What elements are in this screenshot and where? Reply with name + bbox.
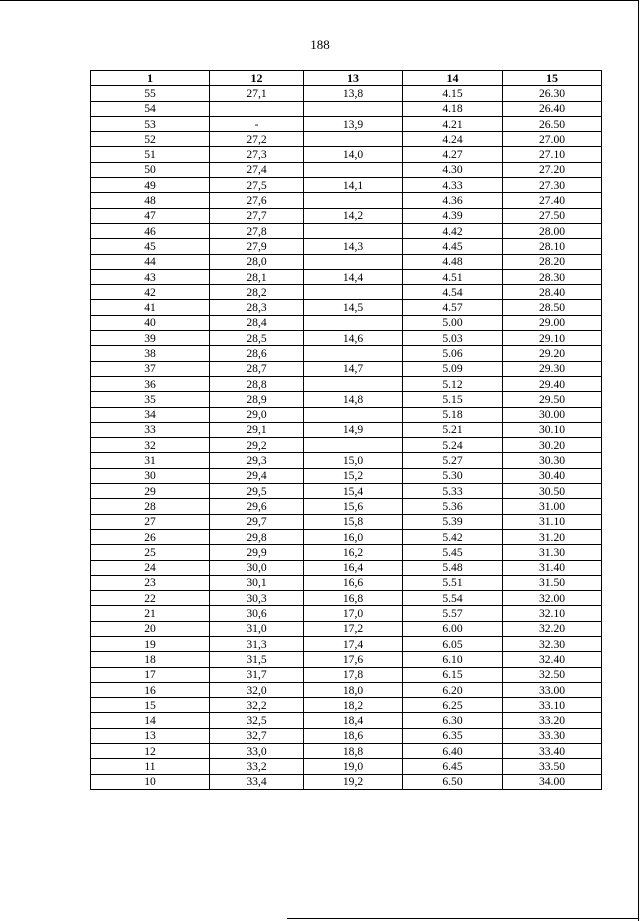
table-cell bbox=[304, 101, 403, 116]
table-cell: 29.40 bbox=[503, 376, 602, 391]
table-cell: 29.50 bbox=[503, 392, 602, 407]
table-cell: 28,1 bbox=[210, 269, 304, 284]
table-cell: 18,8 bbox=[304, 744, 403, 759]
table-cell: 51 bbox=[91, 147, 210, 162]
table-cell: 33.00 bbox=[503, 682, 602, 697]
table-cell: 31,5 bbox=[210, 652, 304, 667]
table-cell: 6.10 bbox=[403, 652, 503, 667]
table-cell: 6.35 bbox=[403, 728, 503, 743]
table-cell: 19 bbox=[91, 636, 210, 651]
table-row bbox=[91, 101, 602, 116]
table-cell: 29,0 bbox=[210, 407, 304, 422]
table-cell: 16,4 bbox=[304, 560, 403, 575]
table-cell: 14,1 bbox=[304, 178, 403, 193]
table-cell: 5.00 bbox=[403, 315, 503, 330]
table-cell: 14,4 bbox=[304, 269, 403, 284]
table-cell: 33,2 bbox=[210, 759, 304, 774]
table-cell: 28.10 bbox=[503, 239, 602, 254]
table-cell: 4.18 bbox=[403, 101, 503, 116]
column-header: 14 bbox=[403, 71, 503, 86]
table-cell: 28 bbox=[91, 499, 210, 514]
table-row bbox=[91, 376, 602, 391]
table-row bbox=[91, 652, 602, 667]
table-cell: 29.10 bbox=[503, 331, 602, 346]
table-cell: 28,3 bbox=[210, 300, 304, 315]
table-cell: 6.20 bbox=[403, 682, 503, 697]
table-row bbox=[91, 269, 602, 284]
table-cell: 4.36 bbox=[403, 193, 503, 208]
table-cell: 5.12 bbox=[403, 376, 503, 391]
table-cell: 53 bbox=[91, 116, 210, 131]
table-row bbox=[91, 422, 602, 437]
table-cell: 4.48 bbox=[403, 254, 503, 269]
table-row bbox=[91, 254, 602, 269]
table-cell: 32 bbox=[91, 438, 210, 453]
table-cell: 29.30 bbox=[503, 361, 602, 376]
table-cell: 29.20 bbox=[503, 346, 602, 361]
table-cell: 14 bbox=[91, 713, 210, 728]
table-cell: 5.57 bbox=[403, 606, 503, 621]
table-cell: 5.03 bbox=[403, 331, 503, 346]
table-cell: 27,6 bbox=[210, 193, 304, 208]
table-cell: 5.33 bbox=[403, 484, 503, 499]
table-cell: 30.30 bbox=[503, 453, 602, 468]
table-cell: 15,2 bbox=[304, 468, 403, 483]
table-row bbox=[91, 407, 602, 422]
table-row bbox=[91, 682, 602, 697]
table-cell: 52 bbox=[91, 132, 210, 147]
column-header: 15 bbox=[503, 71, 602, 86]
table-cell: 4.15 bbox=[403, 86, 503, 101]
table-cell: 31.30 bbox=[503, 545, 602, 560]
table-cell: 32.10 bbox=[503, 606, 602, 621]
table-cell: 5.48 bbox=[403, 560, 503, 575]
table-cell: 6.15 bbox=[403, 667, 503, 682]
table-row bbox=[91, 331, 602, 346]
table-cell: 10 bbox=[91, 774, 210, 789]
table-cell: 27.40 bbox=[503, 193, 602, 208]
table-cell bbox=[304, 346, 403, 361]
table-cell: 14,0 bbox=[304, 147, 403, 162]
table-cell: 29,9 bbox=[210, 545, 304, 560]
table-cell: 36 bbox=[91, 376, 210, 391]
table-cell: 4.39 bbox=[403, 208, 503, 223]
column-header: 1 bbox=[91, 71, 210, 86]
table-cell: 31.50 bbox=[503, 575, 602, 590]
table-cell: 15,6 bbox=[304, 499, 403, 514]
table-row bbox=[91, 346, 602, 361]
table-cell: 29,6 bbox=[210, 499, 304, 514]
table-cell: 13,8 bbox=[304, 86, 403, 101]
table-cell: 27,9 bbox=[210, 239, 304, 254]
column-header: 13 bbox=[304, 71, 403, 86]
table-cell: 5.51 bbox=[403, 575, 503, 590]
table-cell: 34.00 bbox=[503, 774, 602, 789]
table-cell: 16,2 bbox=[304, 545, 403, 560]
table-cell: 55 bbox=[91, 86, 210, 101]
table-cell: 17,2 bbox=[304, 621, 403, 636]
table-cell bbox=[304, 285, 403, 300]
table-row bbox=[91, 315, 602, 330]
table-cell: 17,4 bbox=[304, 636, 403, 651]
table-row bbox=[91, 484, 602, 499]
table-cell: 5.45 bbox=[403, 545, 503, 560]
table-cell bbox=[304, 438, 403, 453]
table-cell: 30,1 bbox=[210, 575, 304, 590]
table-cell: 5.27 bbox=[403, 453, 503, 468]
table-row bbox=[91, 514, 602, 529]
table-row bbox=[91, 361, 602, 376]
table-row bbox=[91, 392, 602, 407]
table-row bbox=[91, 713, 602, 728]
table-cell: 29,3 bbox=[210, 453, 304, 468]
table-cell: 31.20 bbox=[503, 529, 602, 544]
table-cell: 28.00 bbox=[503, 223, 602, 238]
table-cell: 6.45 bbox=[403, 759, 503, 774]
table-cell: 4.54 bbox=[403, 285, 503, 300]
table-cell: 27.50 bbox=[503, 208, 602, 223]
table-cell: 27.10 bbox=[503, 147, 602, 162]
table-cell: 29,2 bbox=[210, 438, 304, 453]
table-cell: 18,6 bbox=[304, 728, 403, 743]
table-cell: 30.00 bbox=[503, 407, 602, 422]
table-cell: 24 bbox=[91, 560, 210, 575]
table-row bbox=[91, 468, 602, 483]
table-cell: 16,0 bbox=[304, 529, 403, 544]
table-cell: 30.10 bbox=[503, 422, 602, 437]
table-cell: 5.42 bbox=[403, 529, 503, 544]
table-cell: 33.50 bbox=[503, 759, 602, 774]
table-cell: 6.25 bbox=[403, 698, 503, 713]
table-cell: 5.09 bbox=[403, 361, 503, 376]
table-cell: 26.50 bbox=[503, 116, 602, 131]
table-cell: 18,2 bbox=[304, 698, 403, 713]
table-cell: 5.06 bbox=[403, 346, 503, 361]
table-row bbox=[91, 591, 602, 606]
table-row bbox=[91, 285, 602, 300]
table-cell: 31 bbox=[91, 453, 210, 468]
table-cell: 4.33 bbox=[403, 178, 503, 193]
table-row bbox=[91, 300, 602, 315]
table-cell: 5.30 bbox=[403, 468, 503, 483]
table-cell: 43 bbox=[91, 269, 210, 284]
table-cell bbox=[304, 162, 403, 177]
table-row bbox=[91, 575, 602, 590]
table-cell: 30.50 bbox=[503, 484, 602, 499]
table-cell: 4.42 bbox=[403, 223, 503, 238]
table-cell: 15 bbox=[91, 698, 210, 713]
table-cell: 30,6 bbox=[210, 606, 304, 621]
table-cell: 16,8 bbox=[304, 591, 403, 606]
table-cell: 17 bbox=[91, 667, 210, 682]
table-cell: 37 bbox=[91, 361, 210, 376]
table-cell: 40 bbox=[91, 315, 210, 330]
table-cell: 32.40 bbox=[503, 652, 602, 667]
table-cell: 25 bbox=[91, 545, 210, 560]
table-cell bbox=[304, 407, 403, 422]
table-cell: 22 bbox=[91, 591, 210, 606]
table-cell: 19,2 bbox=[304, 774, 403, 789]
table-row bbox=[91, 667, 602, 682]
table-cell: 14,8 bbox=[304, 392, 403, 407]
table-cell: 29,8 bbox=[210, 529, 304, 544]
table-cell: 4.21 bbox=[403, 116, 503, 131]
table-cell: 50 bbox=[91, 162, 210, 177]
table-cell bbox=[210, 101, 304, 116]
table-cell: 27.00 bbox=[503, 132, 602, 147]
table-row bbox=[91, 162, 602, 177]
table-row bbox=[91, 438, 602, 453]
table-cell: 30,0 bbox=[210, 560, 304, 575]
table-cell: 33.30 bbox=[503, 728, 602, 743]
table-cell: 34 bbox=[91, 407, 210, 422]
table-row bbox=[91, 744, 602, 759]
table-row bbox=[91, 239, 602, 254]
table-cell: 4.57 bbox=[403, 300, 503, 315]
table-cell: 4.24 bbox=[403, 132, 503, 147]
table-row bbox=[91, 621, 602, 636]
table-cell: 14,2 bbox=[304, 208, 403, 223]
table-cell: 46 bbox=[91, 223, 210, 238]
table-cell bbox=[304, 376, 403, 391]
table-row bbox=[91, 560, 602, 575]
table-row bbox=[91, 606, 602, 621]
table-row bbox=[91, 774, 602, 789]
table-cell: 19,0 bbox=[304, 759, 403, 774]
table-cell: 14,9 bbox=[304, 422, 403, 437]
table-cell: 23 bbox=[91, 575, 210, 590]
table-row bbox=[91, 698, 602, 713]
table-cell: 29,1 bbox=[210, 422, 304, 437]
data-table bbox=[90, 70, 602, 790]
table-cell: 26 bbox=[91, 529, 210, 544]
table-cell: 31.00 bbox=[503, 499, 602, 514]
table-row bbox=[91, 453, 602, 468]
table-cell: 4.45 bbox=[403, 239, 503, 254]
table-cell: 14,7 bbox=[304, 361, 403, 376]
table-cell: 14,5 bbox=[304, 300, 403, 315]
table-cell: 29 bbox=[91, 484, 210, 499]
table-header-row bbox=[91, 71, 602, 86]
table-cell: 38 bbox=[91, 346, 210, 361]
table-row bbox=[91, 86, 602, 101]
table-row bbox=[91, 499, 602, 514]
table-row bbox=[91, 193, 602, 208]
table-cell: 17,8 bbox=[304, 667, 403, 682]
table-cell: 32.20 bbox=[503, 621, 602, 636]
table-cell: 28,8 bbox=[210, 376, 304, 391]
table-cell: 31,7 bbox=[210, 667, 304, 682]
table-cell: 28,7 bbox=[210, 361, 304, 376]
table-cell: 32,5 bbox=[210, 713, 304, 728]
table-cell: 26.30 bbox=[503, 86, 602, 101]
table-cell bbox=[304, 315, 403, 330]
table-cell: 27.30 bbox=[503, 178, 602, 193]
table-cell: 49 bbox=[91, 178, 210, 193]
table-cell: 4.27 bbox=[403, 147, 503, 162]
table-cell: 27,8 bbox=[210, 223, 304, 238]
table-cell: 28,2 bbox=[210, 285, 304, 300]
table-row bbox=[91, 636, 602, 651]
table-cell: 13 bbox=[91, 728, 210, 743]
table-row bbox=[91, 529, 602, 544]
table-cell: 28,4 bbox=[210, 315, 304, 330]
table-cell: 6.50 bbox=[403, 774, 503, 789]
table-cell: 28.50 bbox=[503, 300, 602, 315]
page-number: 188 bbox=[310, 37, 330, 52]
table-cell: 16 bbox=[91, 682, 210, 697]
table-cell: 15,8 bbox=[304, 514, 403, 529]
table-cell: 28.20 bbox=[503, 254, 602, 269]
table-cell: 21 bbox=[91, 606, 210, 621]
table-cell: 31,0 bbox=[210, 621, 304, 636]
table-cell: 47 bbox=[91, 208, 210, 223]
table-cell: 28,5 bbox=[210, 331, 304, 346]
table-cell: 32.30 bbox=[503, 636, 602, 651]
table-cell: 20 bbox=[91, 621, 210, 636]
table-cell: 27,5 bbox=[210, 178, 304, 193]
table-cell: 33 bbox=[91, 422, 210, 437]
table-cell: 33.10 bbox=[503, 698, 602, 713]
table-row bbox=[91, 147, 602, 162]
table-cell: 5.18 bbox=[403, 407, 503, 422]
table-cell: 6.00 bbox=[403, 621, 503, 636]
table-cell: 16,6 bbox=[304, 575, 403, 590]
table-cell: 32,0 bbox=[210, 682, 304, 697]
page-border-top bbox=[0, 0, 638, 1]
table-cell: 18,4 bbox=[304, 713, 403, 728]
table-cell: 26.40 bbox=[503, 101, 602, 116]
table-cell: 5.24 bbox=[403, 438, 503, 453]
page-border-right bbox=[638, 0, 639, 921]
table-cell bbox=[304, 132, 403, 147]
table-cell: 33,4 bbox=[210, 774, 304, 789]
table-cell: 14,3 bbox=[304, 239, 403, 254]
table-cell: 27,4 bbox=[210, 162, 304, 177]
table-cell: 6.30 bbox=[403, 713, 503, 728]
table-cell: 27.20 bbox=[503, 162, 602, 177]
table-row bbox=[91, 116, 602, 131]
table-cell: 27,2 bbox=[210, 132, 304, 147]
table-cell: 30.40 bbox=[503, 468, 602, 483]
table-row bbox=[91, 728, 602, 743]
table-cell: 6.05 bbox=[403, 636, 503, 651]
table-cell: 48 bbox=[91, 193, 210, 208]
table-row bbox=[91, 223, 602, 238]
table-cell bbox=[304, 223, 403, 238]
table-cell: 31.40 bbox=[503, 560, 602, 575]
table-cell: 28.40 bbox=[503, 285, 602, 300]
table-cell: 27 bbox=[91, 514, 210, 529]
table-cell: 15,4 bbox=[304, 484, 403, 499]
table-cell: 32.50 bbox=[503, 667, 602, 682]
table-cell: 30 bbox=[91, 468, 210, 483]
table-cell: 33.40 bbox=[503, 744, 602, 759]
table-cell: 44 bbox=[91, 254, 210, 269]
table-cell: 18,0 bbox=[304, 682, 403, 697]
table-cell: 31.10 bbox=[503, 514, 602, 529]
table-cell: 5.39 bbox=[403, 514, 503, 529]
table-cell: 12 bbox=[91, 744, 210, 759]
table-cell: 45 bbox=[91, 239, 210, 254]
table-cell: 30.20 bbox=[503, 438, 602, 453]
table-cell: 6.40 bbox=[403, 744, 503, 759]
table-cell: 18 bbox=[91, 652, 210, 667]
table-cell: 31,3 bbox=[210, 636, 304, 651]
table-cell: 41 bbox=[91, 300, 210, 315]
table-cell: 32,7 bbox=[210, 728, 304, 743]
table-cell: - bbox=[210, 116, 304, 131]
table-cell: 35 bbox=[91, 392, 210, 407]
table-cell: 15,0 bbox=[304, 453, 403, 468]
table-row bbox=[91, 178, 602, 193]
table-cell: 29.00 bbox=[503, 315, 602, 330]
table-cell: 39 bbox=[91, 331, 210, 346]
table-cell: 5.36 bbox=[403, 499, 503, 514]
table-cell: 27,7 bbox=[210, 208, 304, 223]
table-body bbox=[91, 86, 602, 790]
table-cell: 4.30 bbox=[403, 162, 503, 177]
table-cell: 28,6 bbox=[210, 346, 304, 361]
table-cell bbox=[304, 254, 403, 269]
table-cell: 5.21 bbox=[403, 422, 503, 437]
table-cell: 4.51 bbox=[403, 269, 503, 284]
table-cell: 27,1 bbox=[210, 86, 304, 101]
table-cell: 17,0 bbox=[304, 606, 403, 621]
table-row bbox=[91, 208, 602, 223]
table-cell: 32.00 bbox=[503, 591, 602, 606]
table-cell bbox=[304, 193, 403, 208]
table-cell: 5.54 bbox=[403, 591, 503, 606]
table-cell: 54 bbox=[91, 101, 210, 116]
table-cell: 42 bbox=[91, 285, 210, 300]
table-cell: 14,6 bbox=[304, 331, 403, 346]
table-cell: 32,2 bbox=[210, 698, 304, 713]
table-cell: 5.15 bbox=[403, 392, 503, 407]
table-cell: 17,6 bbox=[304, 652, 403, 667]
table-row bbox=[91, 132, 602, 147]
table-cell: 29,5 bbox=[210, 484, 304, 499]
table-cell: 13,9 bbox=[304, 116, 403, 131]
table-cell: 29,4 bbox=[210, 468, 304, 483]
page-border-bottom bbox=[287, 918, 639, 919]
column-header: 12 bbox=[210, 71, 304, 86]
table-cell: 28,0 bbox=[210, 254, 304, 269]
table-cell: 27,3 bbox=[210, 147, 304, 162]
table-row bbox=[91, 759, 602, 774]
table-cell: 28,9 bbox=[210, 392, 304, 407]
table-cell: 33,0 bbox=[210, 744, 304, 759]
table-row bbox=[91, 545, 602, 560]
table-cell: 30,3 bbox=[210, 591, 304, 606]
table-cell: 29,7 bbox=[210, 514, 304, 529]
table-cell: 28.30 bbox=[503, 269, 602, 284]
table-cell: 33.20 bbox=[503, 713, 602, 728]
table-cell: 11 bbox=[91, 759, 210, 774]
